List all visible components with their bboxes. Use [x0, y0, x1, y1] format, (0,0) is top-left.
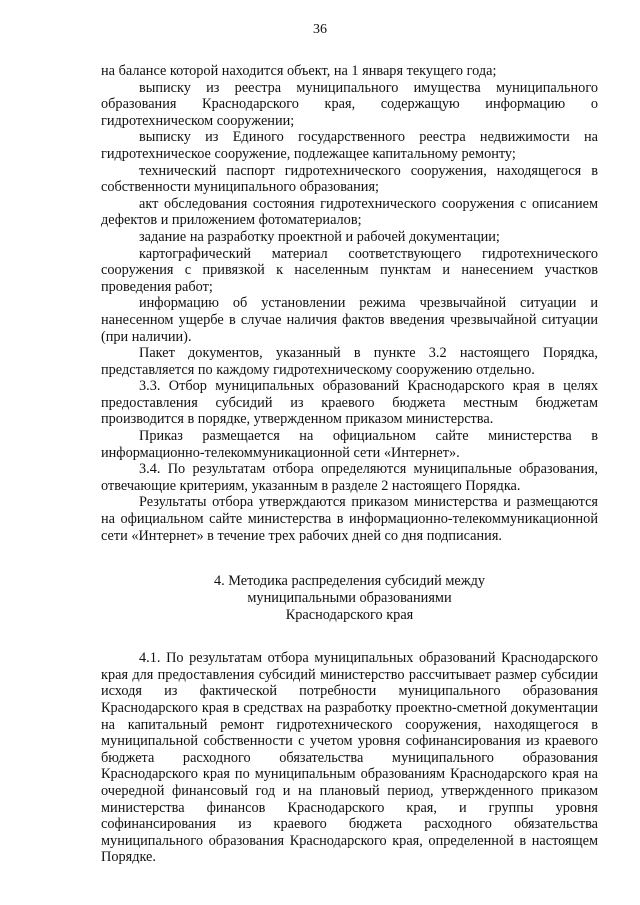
paragraph: Результаты отбора утверждаются приказом министерства и размещаются на официальном сайте министерства в информационно-телекоммуникационной сети «Интернет» в течение трех рабочих дней со дня подписания.: [101, 494, 598, 544]
section-heading-line-1: 4. Методика распределения субсидий между: [213, 573, 486, 590]
paragraph: выписку из Единого государственного реестра недвижимости на гидротехническое сооружение, подлежащее капитальному ремонту;: [101, 129, 598, 162]
paragraph: на балансе которой находится объект, на 1 января текущего года;: [101, 63, 497, 79]
document-body: [101, 63, 598, 866]
paragraph: 3.3. Отбор муниципальных образований Краснодарского края в целях предоставления субсидий из краевого бюджета местным бюджетам производится в порядке, утвержденном приказом министерства.: [101, 378, 598, 428]
paragraph: технический паспорт гидротехнического сооружения, находящегося в собственности муниципального образования;: [101, 162, 598, 196]
section-heading: [101, 573, 598, 624]
paragraph: картографический материал соответствующего гидротехнического сооружения с привязкой к населенным пунктам и нанесением участков проведения работ;: [101, 245, 598, 295]
paragraph: 4.1. По результатам отбора муниципальных образований Краснодарского края для предоставления субсидий министерство рассчитывает размер субсидии исходя из фактической потребности муниципального образования Краснодарского края в средствах на разработку проектно-сметной документации на капитальный ремонт гидротехнического сооружения, находящегося в муниципальной собственности с учетом уровня софинансирования из краевого бюджета расходного обязательства муниципального образования Краснодарского края по муниципальным образованиям Краснодарского края на очередной финансовый год и на плановый период, утвержденного приказом министерства финансов Краснодарского края, и группы уровня софинансирования из краевого бюджета расходного обязательства муниципального образования Краснодарского края, определенной в настоящем Порядке.: [101, 650, 598, 866]
section-heading-line-3: Краснодарского края: [285, 607, 414, 624]
paragraph: выписку из реестра муниципального имущества муниципального образования Краснодарского края, содержащую информацию о гидротехническом сооружении;: [101, 79, 598, 129]
paragraph: Приказ размещается на официальном сайте министерства в информационно-телекоммуникационной сети «Интернет».: [101, 428, 598, 461]
paragraph: акт обследования состояния гидротехнического сооружения с описанием дефектов и приложением фотоматериалов;: [101, 195, 598, 229]
paragraphs-top: [101, 63, 598, 544]
paragraph: информацию об установлении режима чрезвычайной ситуации и нанесенном ущербе в случае наличия фактов введения чрезвычайной ситуации (при наличии).: [101, 295, 598, 345]
paragraph: 3.4. По результатам отбора определяются муниципальные образования, отвечающие критериям, указанным в разделе 2 настоящего Порядка.: [101, 461, 598, 494]
paragraph: задание на разработку проектной и рабочей документации;: [139, 228, 500, 245]
paragraphs-bottom: [101, 650, 598, 866]
section-heading-line-2: муниципальными образованиями: [247, 590, 452, 607]
page-number: 36: [313, 22, 327, 37]
paragraph: Пакет документов, указанный в пункте 3.2 настоящего Порядка, представляется по каждому гидротехническому сооружению отдельно.: [101, 345, 598, 378]
